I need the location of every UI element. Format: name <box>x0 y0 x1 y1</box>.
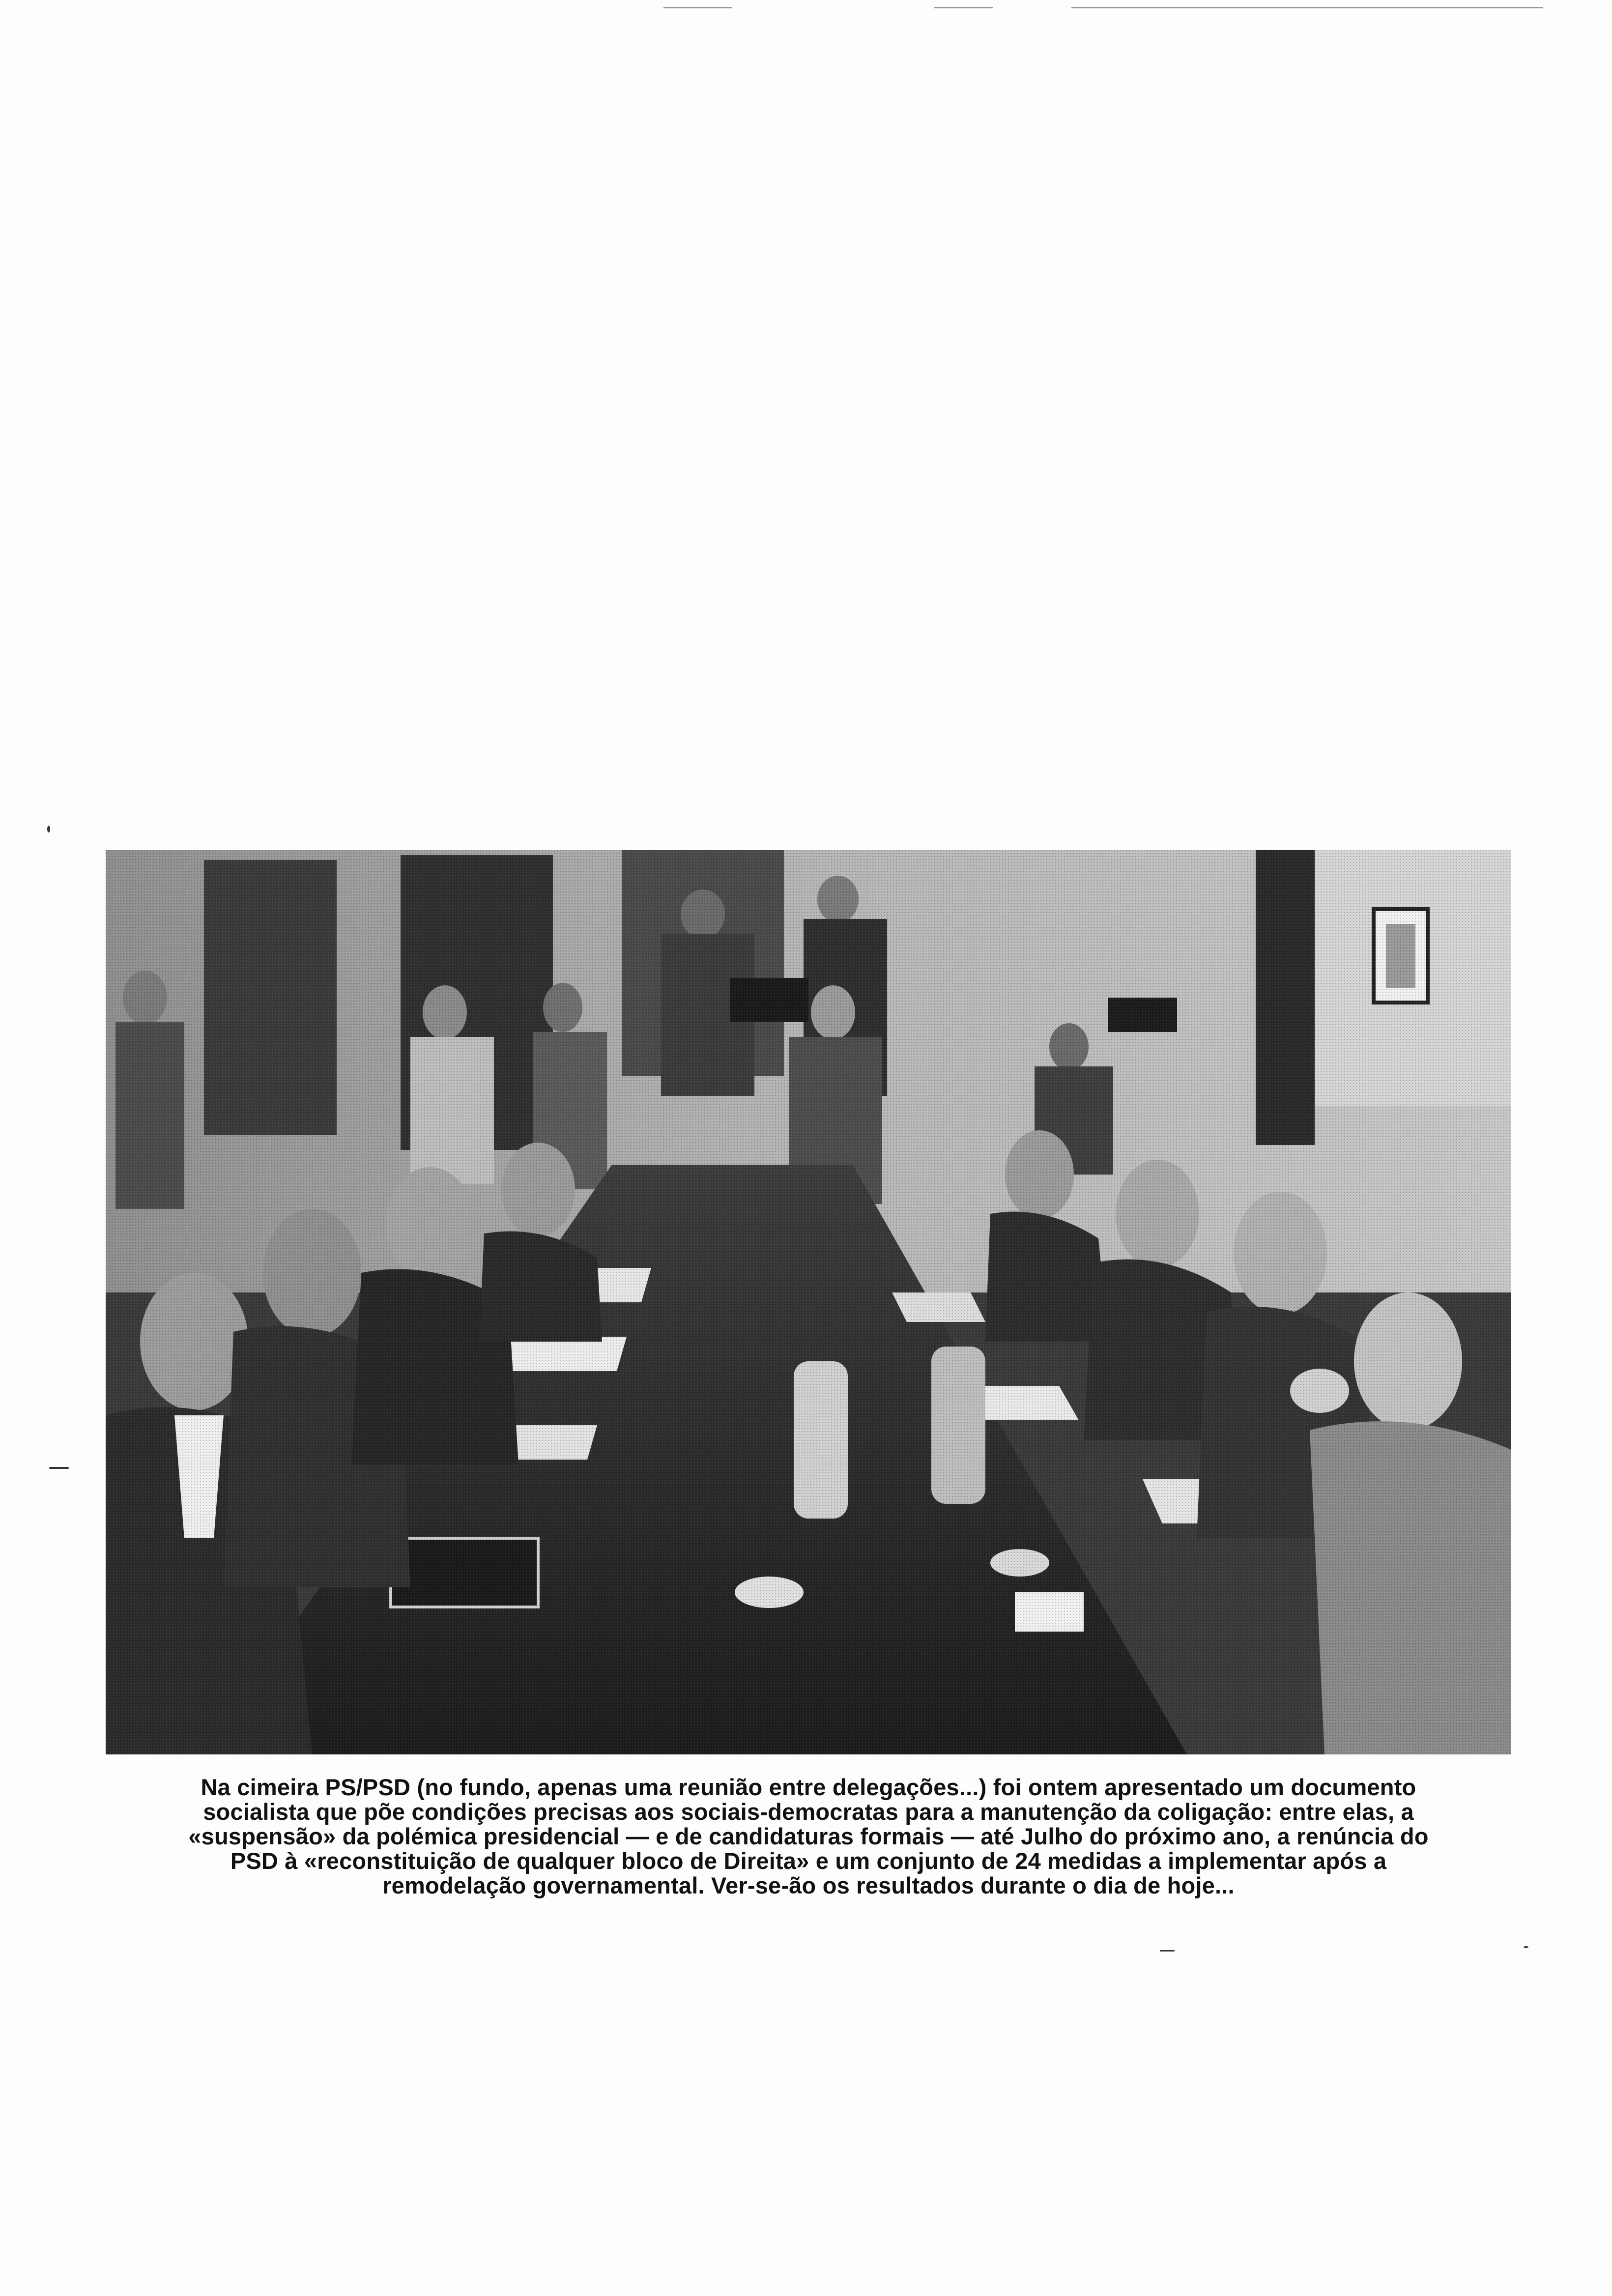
top-rule-left <box>663 7 732 8</box>
scan-speck <box>1524 1946 1528 1948</box>
scan-speck <box>1160 1950 1175 1952</box>
top-rule-mid <box>934 7 993 8</box>
caption-line: remodelação governamental. Ver-se-ão os resultados durante o dia de hoje... <box>382 1872 1235 1898</box>
caption-line: socialista que põe condições precisas aos sociais-democratas para a manutenção da coligação: entre elas, a <box>203 1799 1414 1825</box>
scan-speck <box>49 1467 69 1469</box>
caption-line: «suspensão» da polémica presidencial — e de candidaturas formais — até Julho do próximo ano, a renúncia do <box>188 1823 1429 1849</box>
scan-speck <box>47 826 50 832</box>
top-rule-right <box>1071 7 1543 8</box>
meeting-photo <box>106 850 1511 1754</box>
photo-caption <box>111 1775 1506 1898</box>
meeting-photo-illustration <box>106 850 1511 1754</box>
caption-line: Na cimeira PS/PSD (no fundo, apenas uma reunião entre delegações...) foi ontem apresentado um documento <box>201 1774 1416 1800</box>
caption-line: PSD à «reconstituição de qualquer bloco de Direita» e um conjunto de 24 medidas a implementar após a <box>230 1848 1387 1874</box>
